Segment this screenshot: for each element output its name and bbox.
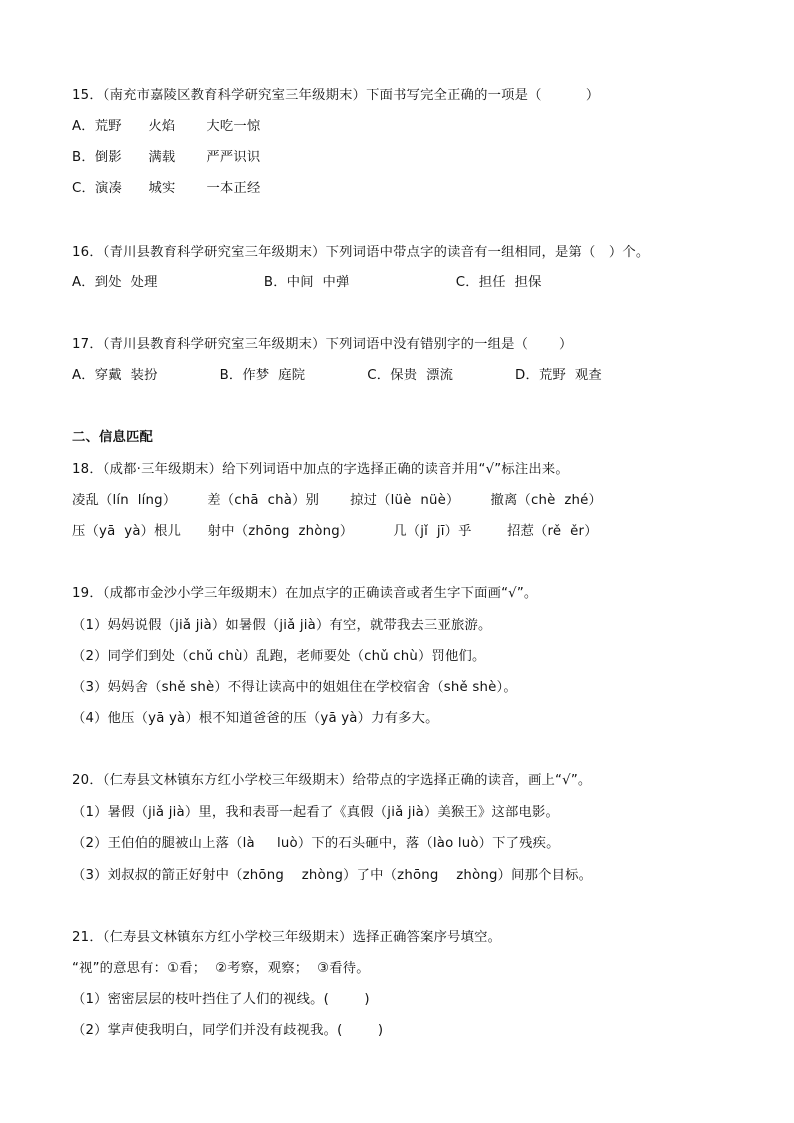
question-16-stem: 16．（青川县教育科学研究室三年级期末）下列词语中带点字的读音有一组相同，是第（ ）个。	[72, 245, 650, 260]
question-16-options: A．到处 处理 B．中间 中弹 C．担任 担保	[72, 275, 542, 290]
question-21-item-1: （1）密密层层的枝叶挡住了人们的视线。( )	[72, 992, 370, 1007]
question-15-option-b: B．倒影 满载 严严识识	[72, 150, 261, 165]
question-18-stem: 18．（成都·三年级期末）给下列词语中加点的字选择正确的读音并用“√”标注出来。	[72, 462, 569, 477]
question-15-option-c: C．演凑 城实 一本正经	[72, 181, 261, 196]
question-19-item-3: （3）妈妈舍（shě shè）不得让读高中的姐姐住在学校宿舍（shě shè）。	[72, 680, 517, 695]
question-20-item-1: （1）暑假（jiǎ jià）里，我和表哥一起看了《真假（jiǎ jià）美猴王》这部电影。	[72, 805, 559, 820]
question-21-stem: 21．（仁寿县文林镇东方红小学校三年级期末）选择正确答案序号填空。	[72, 930, 502, 945]
question-20-item-2: （2）王伯伯的腿被山上落（là luò）下的石头砸中，落（lào luò）下了残疾。	[72, 836, 560, 851]
question-19-item-1: （1）妈妈说假（jiǎ jià）如暑假（jiǎ jià）有空，就带我去三亚旅游。	[72, 618, 492, 633]
question-21-meaning: “视”的意思有：①看； ②考察，观察； ③看待。	[72, 961, 370, 976]
question-19-item-4: （4）他压（yā yà）根不知道爸爸的压（yā yà）力有多大。	[72, 711, 439, 726]
question-15-option-a: A．荒野 火焰 大吃一惊	[72, 119, 261, 134]
question-17-stem: 17．（青川县教育科学研究室三年级期末）下列词语中没有错别字的一组是（ ）	[72, 337, 573, 352]
question-20-item-3: （3）刘叔叔的箭正好射中（zhōng zhòng）了中（zhōng zhòng）间那个目标。	[72, 868, 593, 883]
question-18-row-2: 压（yā yà）根儿 射中（zhōng zhòng） 几（jǐ jī）乎 招惹（rě ěr）	[72, 524, 598, 539]
question-21-item-2: （2）掌声使我明白，同学们并没有歧视我。( )	[72, 1023, 384, 1038]
question-19-item-2: （2）同学们到处（chǔ chù）乱跑，老师要处（chǔ chù）罚他们。	[72, 649, 486, 664]
question-20-stem: 20．（仁寿县文林镇东方红小学校三年级期末）给带点的字选择正确的读音，画上“√”。	[72, 773, 592, 788]
question-18-row-1: 凌乱（lín líng） 差（chā chà）别 掠过（lüè nüè） 撤离（chè zhé）	[72, 493, 603, 508]
question-19-stem: 19．（成都市金沙小学三年级期末）在加点字的正确读音或者生字下面画“√”。	[72, 586, 538, 601]
question-15-stem: 15．（南充市嘉陵区教育科学研究室三年级期末）下面书写完全正确的一项是（ ）	[72, 88, 600, 103]
question-17-options: A．穿戴 装扮 B．作梦 庭院 C．保贵 漂流 D．荒野 观查	[72, 368, 602, 383]
section-2-title: 二、信息匹配	[72, 430, 153, 445]
